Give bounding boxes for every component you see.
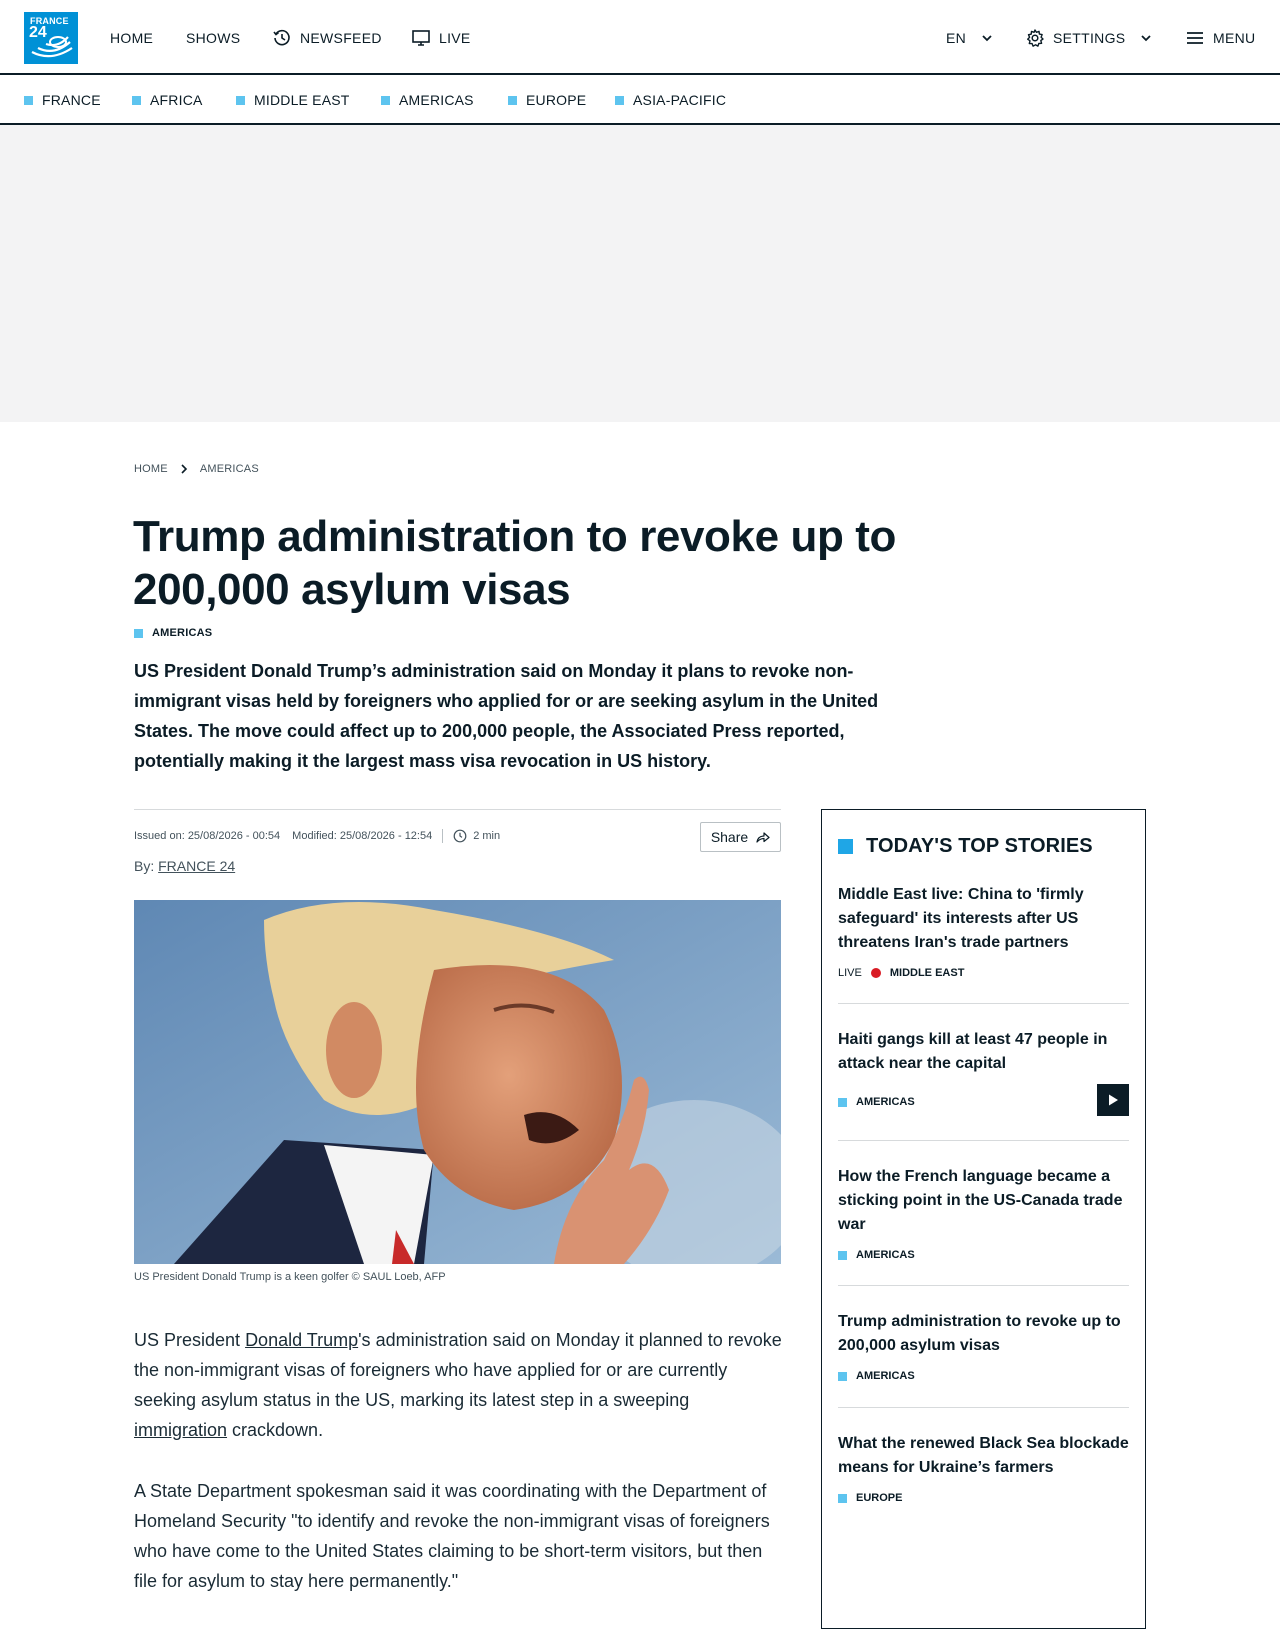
photo-caption: US President Donald Trump is a keen golfer © SAUL Loeb, AFP [134, 1271, 446, 1283]
region-marker [24, 96, 33, 105]
story-tag [838, 967, 1129, 979]
story-tag [838, 1096, 1129, 1108]
paragraph-text: crackdown. [227, 1420, 324, 1440]
paragraph-text: US President [134, 1330, 246, 1350]
menu-label: MENU [1213, 30, 1256, 46]
live-label: LIVE [838, 967, 862, 979]
chevron-right-icon [180, 464, 188, 474]
clock-icon [453, 829, 467, 843]
story-headline: How the French language became a sticking point in the US-Canada trade war [838, 1168, 1123, 1233]
story-item[interactable] [838, 1028, 1129, 1108]
top-header [0, 0, 1280, 75]
history-clock-icon [272, 28, 292, 48]
breadcrumb-home[interactable]: HOME [134, 463, 168, 475]
live-dot-icon [871, 968, 881, 978]
video-play-button[interactable] [1097, 1084, 1129, 1116]
article-paragraph [134, 1325, 784, 1445]
region-label: AMERICAS [399, 92, 474, 108]
france24-logo[interactable] [24, 12, 78, 64]
author-link[interactable]: FRANCE 24 [158, 858, 236, 874]
story-headline: What the renewed Black Sea blockade means for Ukraine’s farmers [838, 1435, 1129, 1476]
section-marker [838, 1251, 847, 1260]
section-label: AMERICAS [152, 627, 213, 639]
story-item[interactable] [838, 1310, 1129, 1382]
region-marker [508, 96, 517, 105]
divider [838, 1003, 1129, 1004]
nav-live-label: LIVE [439, 30, 471, 46]
sidebar-title-marker [838, 839, 853, 854]
top-stories-sidebar [821, 809, 1146, 1629]
photo-illustration [134, 900, 781, 1264]
region-france[interactable] [24, 92, 101, 108]
story-item[interactable] [838, 1432, 1129, 1504]
share-arrow-icon [756, 831, 770, 843]
share-button[interactable] [700, 822, 781, 852]
story-section: MIDDLE EAST [889, 967, 965, 979]
story-headline: Middle East live: China to 'firmly safeguard' its interests after US threatens Iran's trade partners [838, 886, 1084, 951]
hamburger-icon [1185, 28, 1205, 48]
byline-label: By: [134, 858, 155, 874]
breadcrumb [134, 463, 259, 475]
share-label: Share [710, 829, 749, 845]
section-marker [838, 1494, 847, 1503]
story-item[interactable] [838, 883, 1129, 979]
divider [838, 1407, 1129, 1408]
region-americas[interactable] [381, 92, 474, 108]
settings-label: SETTINGS [1053, 30, 1126, 46]
sidebar-title-label: TODAY'S TOP STORIES [866, 835, 1093, 857]
story-section: AMERICAS [856, 1096, 915, 1108]
story-section: EUROPE [856, 1492, 903, 1504]
byline [134, 858, 235, 874]
story-section: AMERICAS [856, 1249, 915, 1261]
issued-date: Issued on: 25/08/2026 - 00:54 [134, 830, 281, 842]
settings-menu[interactable] [1025, 28, 1153, 48]
sidebar-title [838, 835, 1093, 858]
story-tag [838, 1492, 1129, 1504]
region-europe[interactable] [508, 92, 586, 108]
region-africa[interactable] [132, 92, 203, 108]
region-marker [132, 96, 141, 105]
language-selector[interactable] [946, 28, 994, 48]
nav-shows[interactable] [186, 28, 240, 48]
nav-home-label: HOME [110, 30, 154, 46]
gear-icon [1025, 28, 1045, 48]
main-menu-button[interactable] [1185, 28, 1255, 48]
region-label: FRANCE [42, 92, 101, 108]
region-asia-pacific[interactable] [615, 92, 726, 108]
meta-separator [442, 829, 443, 843]
story-tag [838, 1370, 1129, 1382]
region-nav [0, 75, 1280, 125]
chevron-down-icon [1139, 31, 1153, 45]
nav-home[interactable] [110, 28, 153, 48]
logo-waves-icon [24, 12, 78, 64]
play-icon [1106, 1093, 1120, 1107]
region-marker [615, 96, 624, 105]
modified-date: Modified: 25/08/2026 - 12:54 [292, 830, 433, 842]
chevron-down-icon [980, 31, 994, 45]
read-time: 2 min [473, 830, 501, 842]
article-section-tag[interactable] [134, 627, 212, 639]
region-label: ASIA-PACIFIC [633, 92, 727, 108]
ad-placeholder [0, 125, 1280, 422]
article-title: Trump administration to revoke up to 200,000 asylum visas [133, 512, 897, 614]
section-marker [838, 1372, 847, 1381]
divider [838, 1285, 1129, 1286]
paragraph-text: 's administration said on Monday it planned to revoke the non-immigrant visas of foreigners who have applied for or are currently seeking asylum status in the US, marking its latest step in a sweeping [134, 1330, 782, 1410]
region-label: EUROPE [526, 92, 587, 108]
nav-live[interactable] [411, 28, 471, 48]
divider [134, 809, 781, 810]
story-headline: Haiti gangs kill at least 47 people in attack near the capital [838, 1031, 1108, 1072]
article-meta [134, 829, 500, 843]
logo-text-france: FRANCE [30, 16, 69, 26]
article-photo [134, 900, 781, 1264]
breadcrumb-section[interactable]: AMERICAS [199, 463, 259, 475]
region-marker [236, 96, 245, 105]
story-tag [838, 1249, 1129, 1261]
monitor-icon [411, 28, 431, 48]
story-section: AMERICAS [856, 1370, 915, 1382]
article-lead: US President Donald Trump’s administration said on Monday it plans to revoke non-immigrant visas held by foreigners who applied for or are seeking asylum in the United States. The move could affect up to 200,000 people, the Associated Press reported, potentially making it the largest mass visa revocation in US history. [134, 661, 879, 771]
article-paragraph: A State Department spokesman said it was coordinating with the Department of Homeland Security "to identify and revoke the non-immigrant visas of foreigners who have come to the United States claiming to be short-term visitors, but then file for asylum to stay here permanently." [134, 1481, 770, 1591]
region-marker [381, 96, 390, 105]
divider [838, 1140, 1129, 1141]
section-marker [838, 1098, 847, 1107]
immigration-link[interactable]: immigration [134, 1420, 228, 1440]
region-label: MIDDLE EAST [254, 92, 350, 108]
region-middle-east[interactable] [236, 92, 350, 108]
region-label: AFRICA [150, 92, 203, 108]
donald-trump-link[interactable]: Donald Trump [245, 1330, 359, 1350]
nav-newsfeed[interactable] [272, 28, 382, 48]
logo-text-24: 24 [29, 24, 47, 41]
story-item[interactable] [838, 1165, 1129, 1261]
nav-newsfeed-label: NEWSFEED [300, 30, 382, 46]
section-marker [134, 629, 143, 638]
language-label: EN [946, 30, 967, 46]
story-headline: Trump administration to revoke up to 200,000 asylum visas [838, 1313, 1121, 1354]
nav-shows-label: SHOWS [186, 30, 241, 46]
